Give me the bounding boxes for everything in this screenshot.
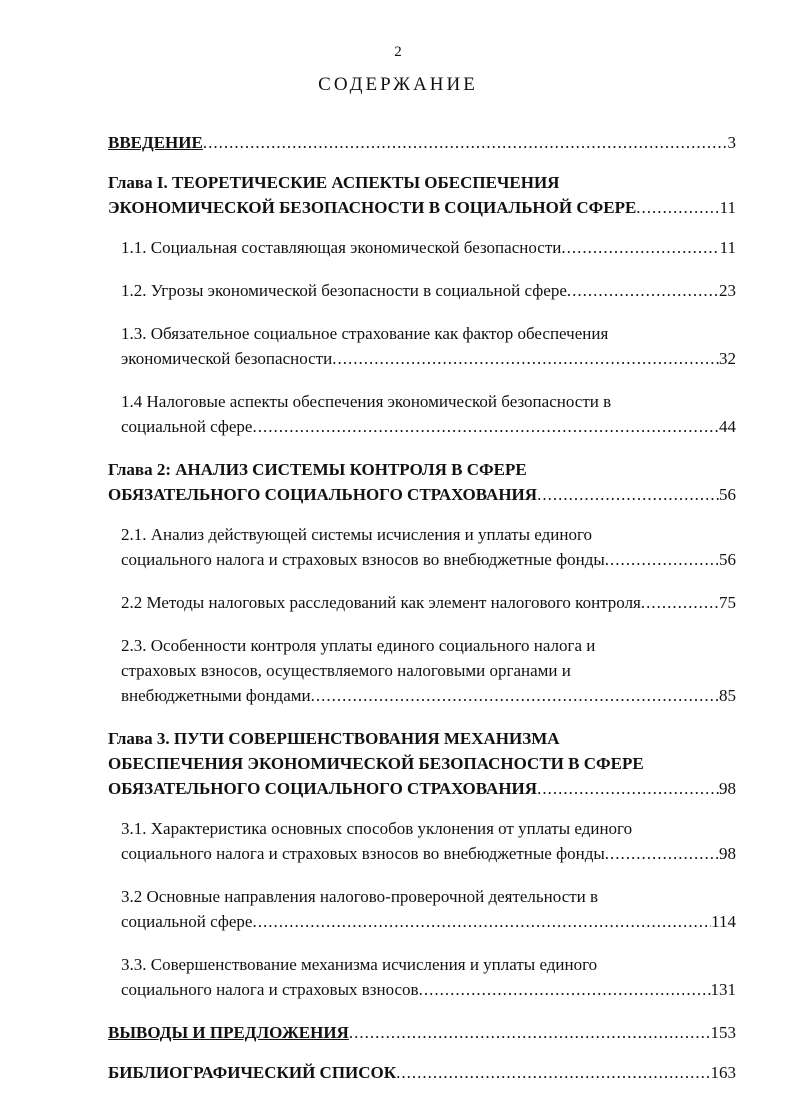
toc-entry-section-1-4[interactable] [108,389,736,439]
toc-entry-last-line [108,482,736,507]
toc-entry-page: 163 [710,1063,736,1082]
toc-entry-chapter-3[interactable] [108,726,736,801]
toc-entry-title: внебюджетными фондами [121,686,311,705]
toc-entry-line: 1.4 Налоговые аспекты обеспечения экономической безопасности в [121,392,612,411]
toc-entry-last-line [108,130,736,155]
toc-entry-line: ОБЕСПЕЧЕНИЯ ЭКОНОМИЧЕСКОЙ БЕЗОПАСНОСТИ В СФЕРЕ [108,754,644,773]
toc-entry-last-line [108,776,736,801]
toc-entry-last-line [121,547,736,572]
toc-entry-last-line [121,590,736,615]
toc-entry-last-line [121,414,736,439]
leader-dots [537,482,719,507]
toc-entry-line: 3.1. Характеристика основных способов уклонения от уплаты единого [121,819,633,838]
toc-entry-title: ВЫВОДЫ И ПРЕДЛОЖЕНИЯ [108,1023,349,1042]
toc-entry-line: страховых взносов, осуществляемого налоговыми органами и [121,661,571,680]
toc-entry-page: 85 [719,686,736,705]
toc-entry-last-line [108,1060,736,1085]
toc-entry-title: социального налога и страховых взносов [121,980,419,999]
toc-entry-page: 131 [710,980,736,999]
toc-entry-page: 56 [719,550,736,569]
toc-entry-page: 11 [719,238,736,257]
toc-entry-bibliography[interactable] [108,1060,736,1085]
toc-entry-title: БИБЛИОГРАФИЧЕСКИЙ СПИСОК [108,1063,397,1082]
toc-entry-title: 2.2 Методы налоговых расследований как элемент налогового контроля [121,593,641,612]
leader-dots [311,683,719,708]
toc-entry-line: Глава I. ТЕОРЕТИЧЕСКИЕ АСПЕКТЫ ОБЕСПЕЧЕНИЯ [108,173,560,192]
leader-dots [349,1020,711,1045]
toc-entry-line: 2.1. Анализ действующей системы исчисления и уплаты единого [121,525,592,544]
page-number: 2 [394,44,402,60]
toc-entry-title: 1.1. Социальная составляющая экономической безопасности [121,238,562,257]
toc-entry-page: 56 [719,485,736,504]
page-title: СОДЕРЖАНИЕ [318,74,478,95]
leader-dots [332,346,719,371]
toc-entry-chapter-1[interactable] [108,170,736,220]
toc-entry-last-line [121,235,736,260]
toc-entry-section-3-1[interactable] [108,816,736,866]
toc-entry-line: 1.3. Обязательное социальное страхование как фактор обеспечения [121,324,609,343]
toc-entry-line: 2.3. Особенности контроля уплаты единого социального налога и [121,636,596,655]
leader-dots [567,278,719,303]
leader-dots [641,590,719,615]
leader-dots [203,130,728,155]
toc-entry-section-2-3[interactable] [108,633,736,708]
leader-dots [537,776,719,801]
leader-dots [396,1060,710,1085]
toc-entry-last-line [108,195,736,220]
toc-entry-section-1-2[interactable] [108,278,736,303]
toc-entry-section-2-2[interactable] [108,590,736,615]
toc-entry-page: 44 [719,417,736,436]
toc-entry-section-1-3[interactable] [108,321,736,371]
leader-dots [252,909,711,934]
table-of-contents [108,130,736,1100]
toc-entry-page: 153 [710,1023,736,1042]
toc-entry-title: социальной сфере [121,417,253,436]
toc-entry-page: 98 [719,844,736,863]
leader-dots [419,977,711,1002]
leader-dots [561,235,719,260]
leader-dots [636,195,719,220]
toc-entry-last-line [108,1020,736,1045]
toc-entry-last-line [121,977,736,1002]
toc-entry-title: социальной сфере [121,912,253,931]
toc-entry-section-3-3[interactable] [108,952,736,1002]
toc-entry-title: экономической безопасности [121,349,333,368]
toc-entry-last-line [121,683,736,708]
toc-entry-line: Глава 2: АНАЛИЗ СИСТЕМЫ КОНТРОЛЯ В СФЕРЕ [108,460,527,479]
leader-dots [252,414,719,439]
toc-entry-page: 98 [719,779,736,798]
toc-entry-last-line [121,909,736,934]
leader-dots [605,547,719,572]
toc-entry-last-line [121,278,736,303]
toc-entry-title: 1.2. Угрозы экономической безопасности в социальной сфере [121,281,567,300]
toc-entry-section-3-2[interactable] [108,884,736,934]
toc-entry-page: 3 [727,133,736,152]
toc-entry-title: ОБЯЗАТЕЛЬНОГО СОЦИАЛЬНОГО СТРАХОВАНИЯ [108,779,538,798]
toc-entry-page: 32 [719,349,736,368]
toc-entry-title: ВВЕДЕНИЕ [108,133,203,152]
toc-entry-line: 3.3. Совершенствование механизма исчисления и уплаты единого [121,955,598,974]
toc-entry-line: 3.2 Основные направления налогово-проверочной деятельности в [121,887,599,906]
toc-entry-title: социального налога и страховых взносов во внебюджетные фонды [121,844,605,863]
toc-entry-section-1-1[interactable] [108,235,736,260]
toc-entry-section-2-1[interactable] [108,522,736,572]
toc-entry-last-line [121,841,736,866]
toc-entry-page: 11 [719,198,736,217]
toc-entry-page: 75 [719,593,736,612]
toc-entry-title: ЭКОНОМИЧЕСКОЙ БЕЗОПАСНОСТИ В СОЦИАЛЬНОЙ СФЕРЕ [108,198,637,217]
toc-entry-page: 23 [719,281,736,300]
toc-entry-last-line [121,346,736,371]
toc-entry-conclusions[interactable] [108,1020,736,1045]
toc-entry-page: 114 [711,912,736,931]
toc-entry-introduction[interactable] [108,130,736,155]
toc-entry-title: ОБЯЗАТЕЛЬНОГО СОЦИАЛЬНОГО СТРАХОВАНИЯ [108,485,538,504]
leader-dots [605,841,719,866]
toc-entry-title: социального налога и страховых взносов во внебюджетные фонды [121,550,605,569]
toc-entry-line: Глава 3. ПУТИ СОВЕРШЕНСТВОВАНИЯ МЕХАНИЗМА [108,729,560,748]
toc-entry-chapter-2[interactable] [108,457,736,507]
